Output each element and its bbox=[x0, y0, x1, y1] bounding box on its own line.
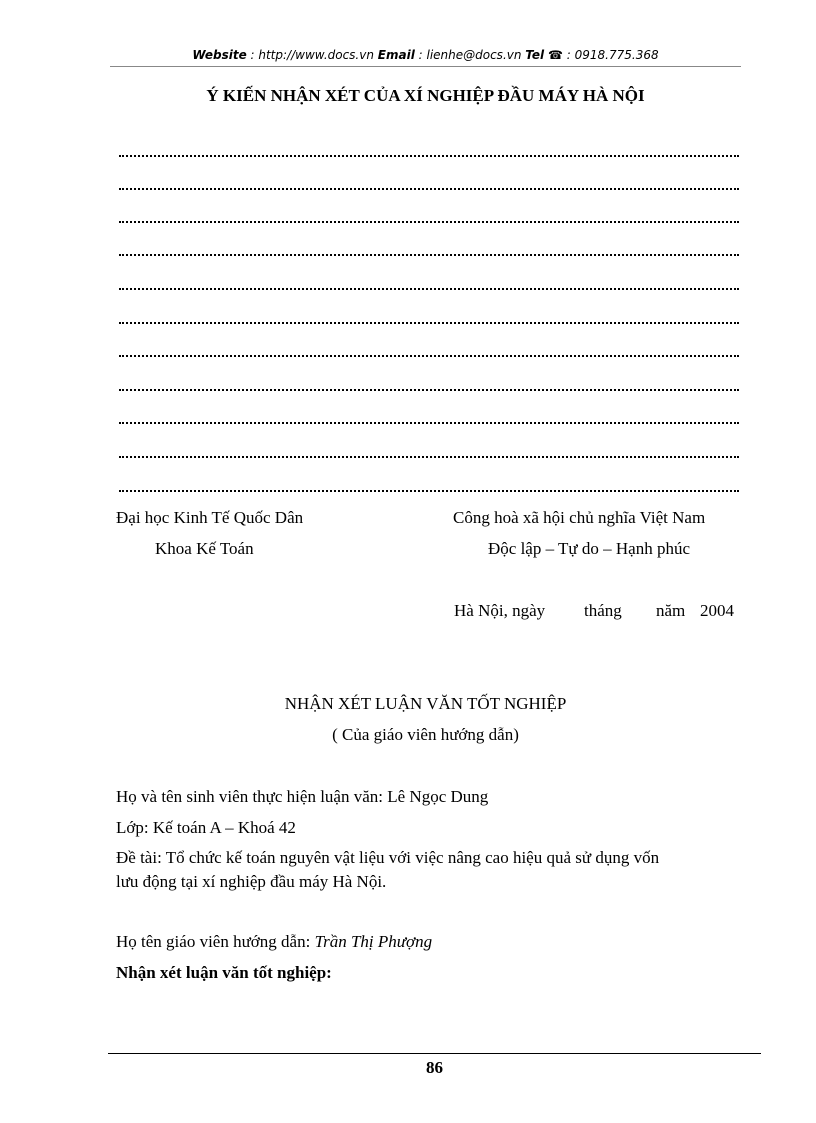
phone-icon: ☎ bbox=[548, 48, 563, 62]
comment-dotted-line bbox=[119, 221, 739, 223]
page-number: 86 bbox=[426, 1058, 443, 1077]
comment-dotted-line bbox=[119, 288, 739, 290]
email-value[interactable]: : lienhe@docs.vn bbox=[414, 48, 526, 62]
review-subheading: ( Của giáo viên hướng dẫn) bbox=[332, 725, 519, 744]
student-name: Họ và tên sinh viên thực hiện luận văn: Lê Ngọc Dung bbox=[116, 787, 489, 806]
comment-dotted-line bbox=[119, 422, 739, 424]
university-name: Đại học Kinh Tế Quốc Dân bbox=[116, 508, 304, 527]
comment-dotted-line bbox=[119, 322, 739, 324]
student-class: Lớp: Kế toán A – Khoá 42 bbox=[116, 818, 296, 837]
website-label: Website bbox=[192, 48, 247, 62]
date-place: Hà Nội, ngày bbox=[454, 601, 546, 620]
comment-dotted-line bbox=[119, 355, 739, 357]
advisor-label: Họ tên giáo viên hướng dẫn: bbox=[116, 932, 315, 951]
page-title: Ý KIẾN NHẬN XÉT CỦA XÍ NGHIỆP ĐẦU MÁY HÀ NỘI bbox=[206, 86, 645, 105]
date-year: 2004 bbox=[700, 601, 734, 620]
page-header bbox=[110, 48, 741, 62]
tel-value: : 0918.775.368 bbox=[562, 48, 659, 62]
comment-dotted-line bbox=[119, 456, 739, 458]
comment-dotted-line bbox=[119, 254, 739, 256]
nation-name: Công hoà xã hội chủ nghĩa Việt Nam bbox=[453, 508, 706, 527]
header-rule bbox=[110, 66, 741, 67]
review-heading: NHẬN XÉT LUẬN VĂN TỐT NGHIỆP bbox=[284, 694, 567, 713]
thesis-topic-line-2: lưu động tại xí nghiệp đầu máy Hà Nội. bbox=[116, 872, 387, 891]
comment-dotted-line bbox=[119, 188, 739, 190]
footer-rule bbox=[108, 1053, 761, 1054]
website-value[interactable]: : http://www.docs.vn bbox=[246, 48, 378, 62]
comment-dotted-line bbox=[119, 155, 739, 157]
faculty-name: Khoa Kế Toán bbox=[155, 539, 254, 558]
comments-heading: Nhận xét luận văn tốt nghiệp: bbox=[116, 963, 332, 982]
tel-label: Tel bbox=[525, 48, 545, 62]
date-year-label: năm bbox=[656, 601, 686, 620]
thesis-topic-line-1: Đề tài: Tổ chức kế toán nguyên vật liệu với việc nâng cao hiệu quả sử dụng vốn bbox=[116, 848, 660, 867]
advisor-name: Trần Thị Phượng bbox=[314, 932, 433, 951]
national-motto: Độc lập – Tự do – Hạnh phúc bbox=[488, 539, 690, 558]
advisor-line bbox=[116, 932, 432, 952]
comment-dotted-line bbox=[119, 490, 739, 492]
comment-dotted-line bbox=[119, 389, 739, 391]
date-month: tháng bbox=[584, 601, 622, 620]
email-label: Email bbox=[377, 48, 415, 62]
